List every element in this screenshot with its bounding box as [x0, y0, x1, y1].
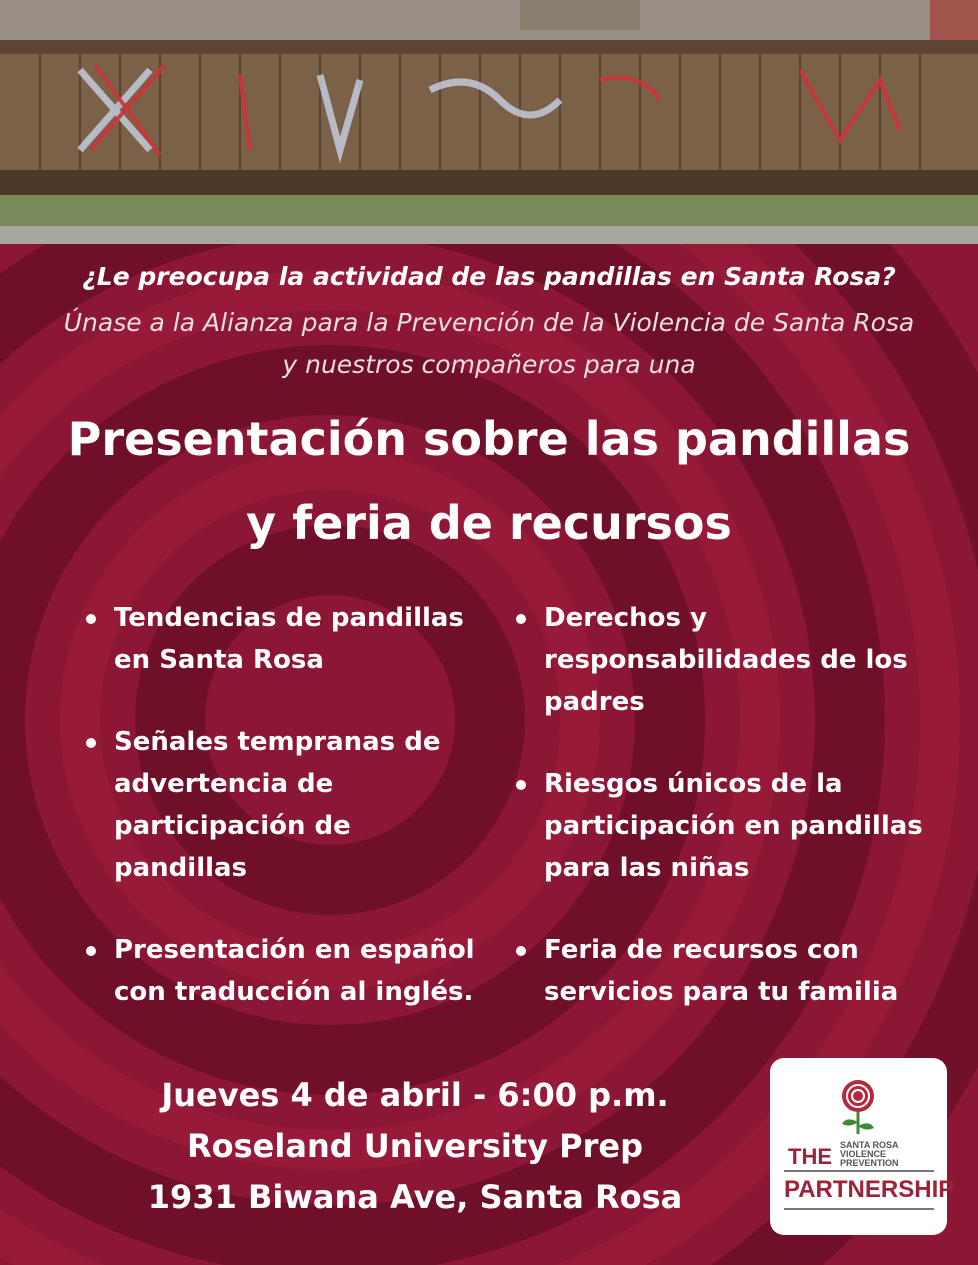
- intro-partners-line: y nuestros compañeros para una: [282, 350, 696, 379]
- event-date-time: Jueves 4 de abril - 6:00 p.m.: [161, 1076, 669, 1114]
- partnership-logo: [770, 1058, 955, 1235]
- intro-question: ¿Le preocupa la actividad de las pandillas en Santa Rosa?: [82, 262, 896, 291]
- logo-partnership-text: PARTNERSHIP: [784, 1176, 955, 1203]
- topics-list-left: [84, 597, 484, 1053]
- logo-org-name: SANTA ROSA VIOLENCE PREVENTION: [840, 1140, 899, 1168]
- logo-divider: [784, 1208, 934, 1210]
- fence-photo: [0, 0, 978, 244]
- event-venue: Roseland University Prep: [187, 1127, 643, 1165]
- list-item: Derechos y responsabilidades de los padres: [514, 597, 934, 723]
- list-item: Feria de recursos con servicios para tu familia: [514, 929, 934, 1013]
- page-title-line-1: Presentación sobre las pandillas: [67, 412, 911, 466]
- list-item: Presentación en español con traducción al inglés.: [84, 929, 484, 1013]
- event-address: 1931 Biwana Ave, Santa Rosa: [147, 1178, 683, 1216]
- list-item: Tendencias de pandillas en Santa Rosa: [84, 597, 484, 681]
- intro-invitation-line: Únase a la Alianza para la Prevención de la Violencia de Santa Rosa: [63, 308, 915, 337]
- page-title-line-2: y feria de recursos: [246, 496, 732, 550]
- logo-the-text: THE: [788, 1144, 832, 1169]
- topics-list-right: [514, 597, 934, 1053]
- rose-icon: [836, 1076, 880, 1136]
- list-item: Señales tempranas de advertencia de participación de pandillas: [84, 721, 484, 889]
- logo-divider: [784, 1170, 934, 1172]
- list-item: Riesgos únicos de la participación en pandillas para las niñas: [514, 763, 934, 889]
